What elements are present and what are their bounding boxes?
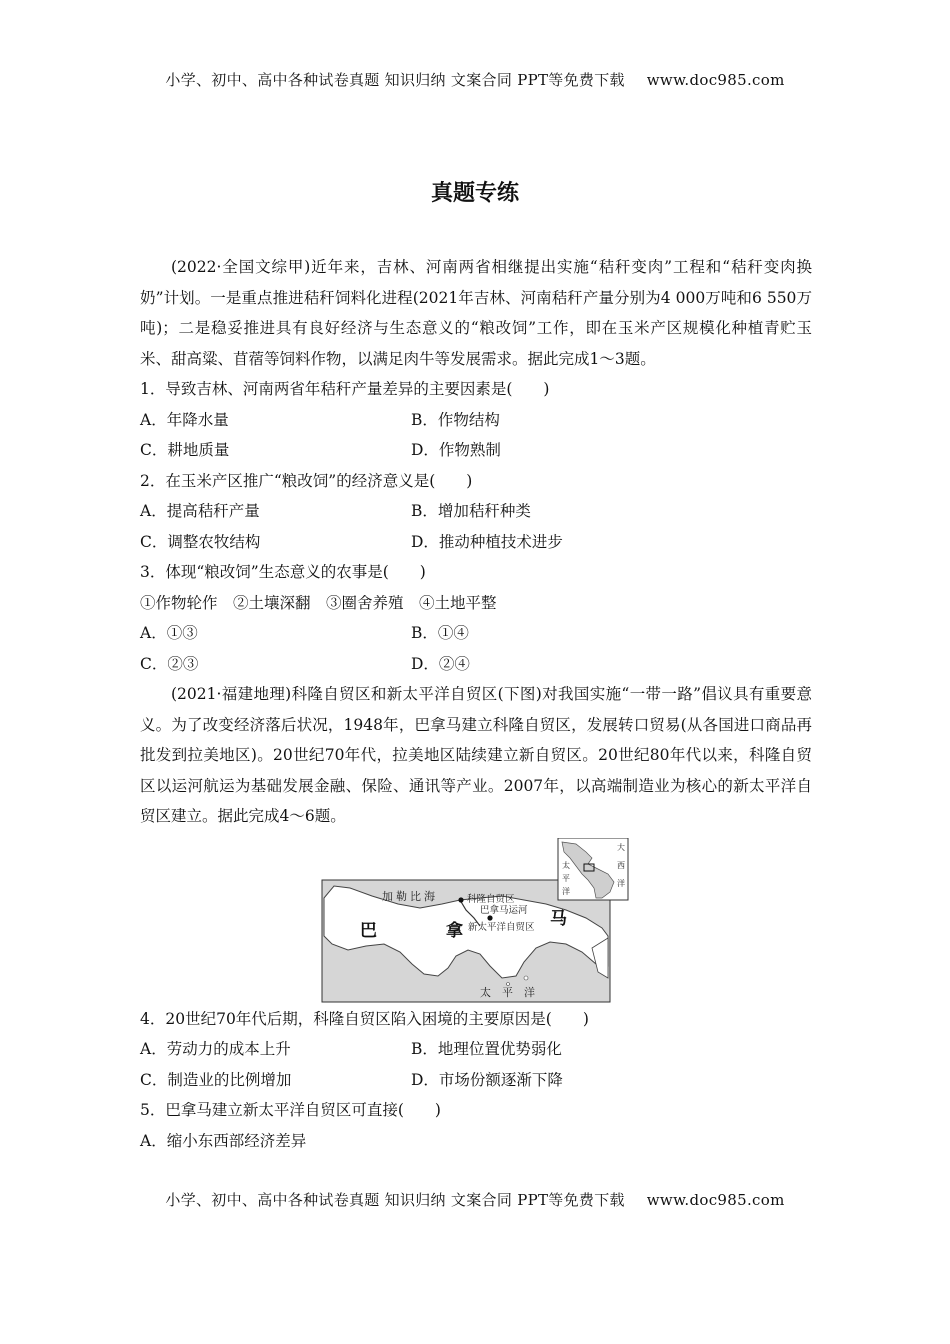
inset-label-atlantic-3: 洋 xyxy=(617,878,625,888)
footer-url: www.doc985.com xyxy=(646,1191,785,1209)
page-header xyxy=(0,69,950,90)
question-1-options-row2 xyxy=(140,435,812,466)
inset-label-pacific-3: 洋 xyxy=(562,886,570,896)
q2-option-c: C．调整农牧结构 xyxy=(140,532,261,551)
page-footer xyxy=(0,1189,950,1210)
inset-label-pacific-2: 平 xyxy=(562,873,570,883)
q2-option-d: D．推动种植技术进步 xyxy=(411,532,563,551)
inset-label-atlantic-2: 西 xyxy=(617,860,625,870)
question-3-options-row1 xyxy=(140,618,812,649)
header-url: www.doc985.com xyxy=(646,71,785,89)
question-3-options-row2 xyxy=(140,649,812,680)
question-3-items: ①作物轮作 ②土壤深翻 ③圈舍养殖 ④土地平整 xyxy=(140,593,497,612)
passage-2: (2021·福建地理)科隆自贸区和新太平洋自贸区(下图)对我国实施“一带一路”倡议具有重要意义。为了改变经济落后状况，1948年，巴拿马建立科隆自贸区，发展转口贸易(从各国进口商品再批发到拉美地区)。20世纪70年代，拉美地区陆续建立新自贸区。20世纪80年代以来，科隆自贸区以运河航运为基础发展金融、保险、通讯等产业。2007年，以高端制造业为核心的新太平洋自贸区建立。据此完成4～6题。 xyxy=(140,685,812,825)
q4-option-d: D．市场份额逐渐下降 xyxy=(411,1070,563,1089)
page-title: 真题专练 xyxy=(430,181,519,206)
panama-map-figure xyxy=(140,838,812,1004)
q3-option-a: A．①③ xyxy=(140,624,198,642)
question-1-stem: 1．导致吉林、河南两省年秸秆产量差异的主要因素是( ) xyxy=(140,380,550,398)
map-label-caribbean: 加勒比海 xyxy=(382,889,438,903)
header-text: 小学、初中、高中各种试卷真题 知识归纳 文案合同 PPT等免费下载 xyxy=(165,71,625,89)
q5-option-a: A．缩小东西部经济差异 xyxy=(140,1131,307,1150)
question-4-options-row1 xyxy=(140,1034,812,1065)
island xyxy=(524,976,528,980)
question-2-stem: 2．在玉米产区推广“粮改饲”的经济意义是( ) xyxy=(140,471,473,490)
map-label-colon: 科隆自贸区 xyxy=(467,893,515,905)
question-5-stem: 5．巴拿马建立新太平洋自贸区可直接( ) xyxy=(140,1101,441,1119)
map-label-ma: 马 xyxy=(550,908,567,929)
passage-1: (2022·全国文综甲)近年来，吉林、河南两省相继提出实施“秸秆变肉”工程和“秸秆变肉换奶”计划。一是重点推进秸秆饲料化进程(2021年吉林、河南秸秆产量分别为4 000万吨和6 550万吨)；二是稳妥推进具有良好经济与生态意义的“粮改饲”工作，即在玉米产区规模化种植青贮玉米、甜高粱、苜蓿等饲料作物，以满足肉牛等发展需求。据此完成1～3题。 xyxy=(140,258,812,368)
q3-option-d: D．②④ xyxy=(411,654,470,673)
q2-option-b: B．增加秸秆种类 xyxy=(411,502,531,520)
q3-option-b: B．①④ xyxy=(411,624,469,642)
newpacific-marker xyxy=(487,915,492,920)
question-2-options-row2 xyxy=(140,527,812,558)
colon-marker xyxy=(458,897,463,902)
inset-label-pacific-1: 太 xyxy=(562,860,570,870)
map-label-ba: 巴 xyxy=(360,920,377,941)
map-label-canal: 巴拿马运河 xyxy=(480,904,528,916)
map-label-pacific: 太 平 洋 xyxy=(480,985,535,999)
question-3-stem: 3．体现“粮改饲”生态意义的农事是( ) xyxy=(140,563,426,581)
question-2-options-row1 xyxy=(140,496,812,527)
question-1-options-row1 xyxy=(140,405,812,436)
q1-option-c: C．耕地质量 xyxy=(140,441,230,459)
document-body xyxy=(140,252,812,1156)
q3-option-c: C．②③ xyxy=(140,654,199,673)
question-4-options-row2 xyxy=(140,1065,812,1096)
q2-option-a: A．提高秸秆产量 xyxy=(140,502,260,520)
inset-label-atlantic-1: 大 xyxy=(617,842,625,852)
map-label-na: 拿 xyxy=(446,920,463,941)
footer-text: 小学、初中、高中各种试卷真题 知识归纳 文案合同 PPT等免费下载 xyxy=(165,1191,625,1209)
q1-option-b: B．作物结构 xyxy=(411,410,500,429)
q4-option-b: B．地理位置优势弱化 xyxy=(411,1040,562,1058)
question-4-stem: 4．20世纪70年代后期，科隆自贸区陷入困境的主要原因是( ) xyxy=(140,1009,589,1028)
q4-option-a: A．劳动力的成本上升 xyxy=(140,1040,291,1058)
panama-map xyxy=(320,838,630,1004)
q1-option-a: A．年降水量 xyxy=(140,410,229,429)
q1-option-d: D．作物熟制 xyxy=(411,441,501,459)
q4-option-c: C．制造业的比例增加 xyxy=(140,1070,292,1089)
map-label-newpacific: 新太平洋自贸区 xyxy=(468,921,535,933)
